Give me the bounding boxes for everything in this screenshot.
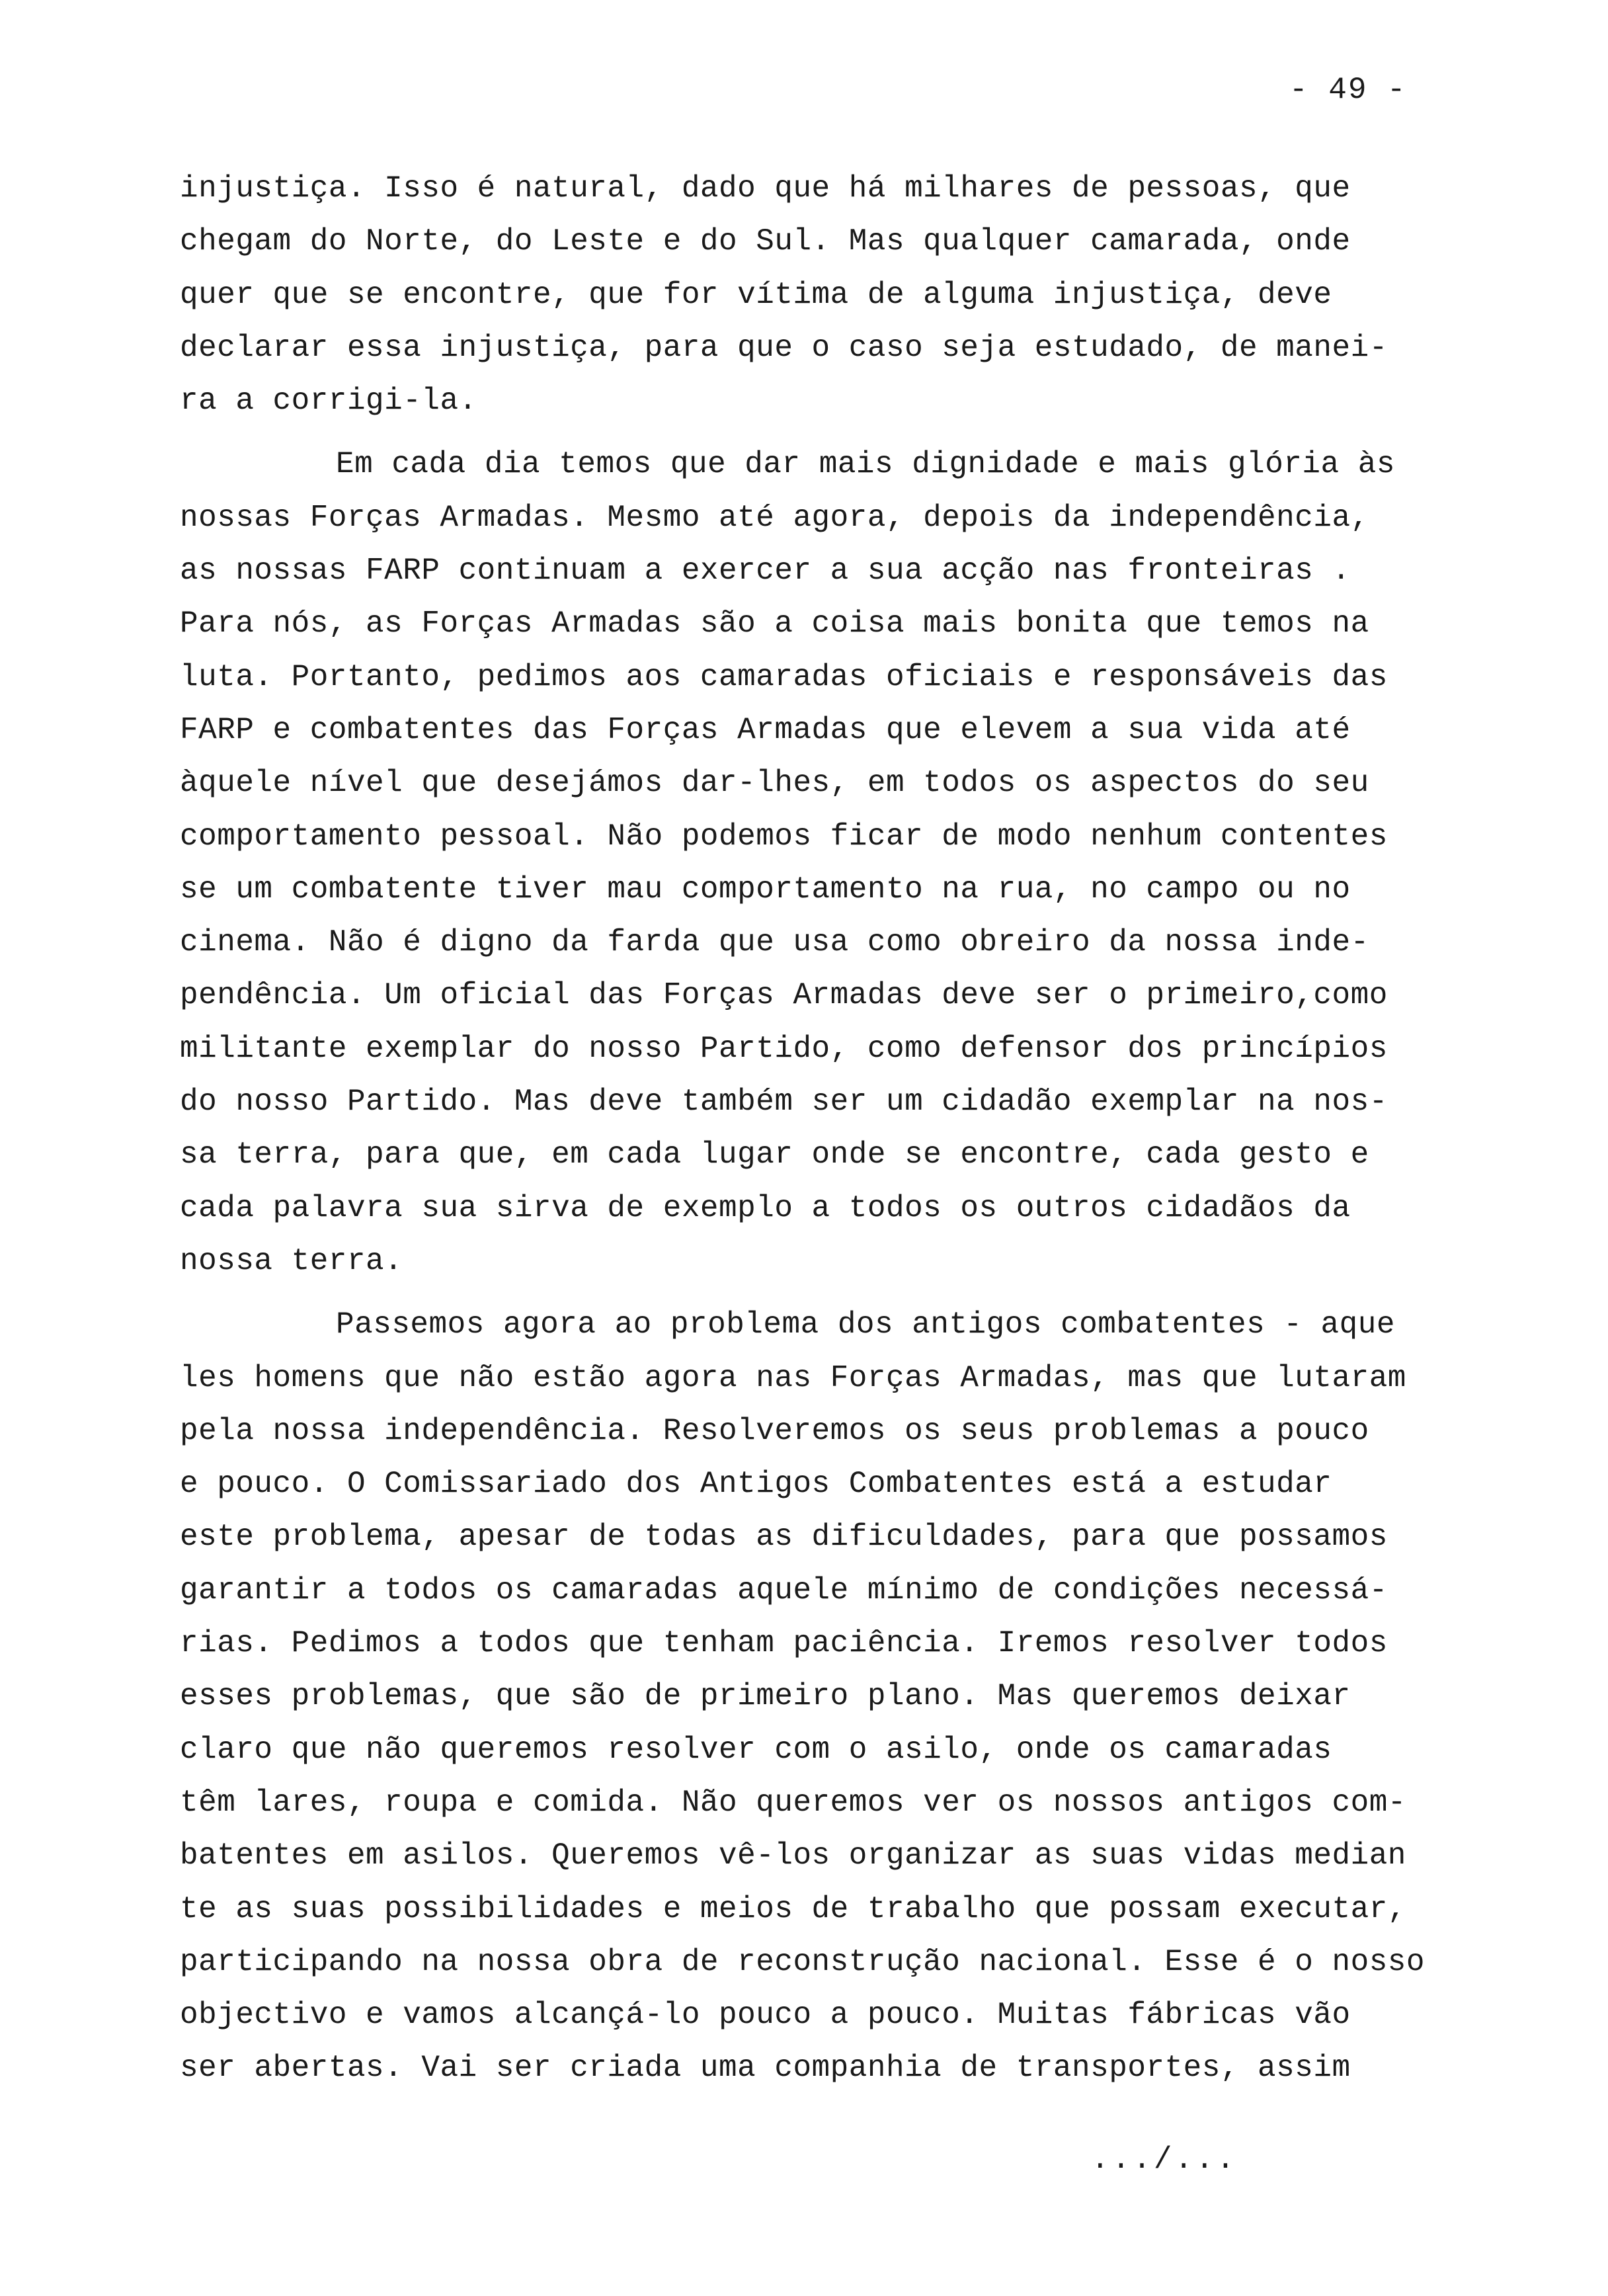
text-line: te as suas possibilidades e meios de trabalho que possam executar, bbox=[180, 1891, 1406, 1926]
text-line: ser abertas. Vai ser criada uma companhia de transportes, assim bbox=[180, 2051, 1351, 2086]
text-line: têm lares, roupa e comida. Não queremos ver os nossos antigos com- bbox=[180, 1785, 1406, 1820]
text-line: injustiça. Isso é natural, dado que há milhares de pessoas, que bbox=[180, 171, 1351, 206]
text-line: chegam do Norte, do Leste e do Sul. Mas qualquer camarada, onde bbox=[180, 224, 1351, 259]
text-line: participando na nossa obra de reconstrução nacional. Esse é o nosso bbox=[180, 1944, 1426, 1979]
text-line: les homens que não estão agora nas Forças Armadas, mas que lutaram bbox=[180, 1360, 1406, 1395]
text-line: cinema. Não é digno da farda que usa como obreiro da nossa inde- bbox=[180, 925, 1369, 960]
text-line: e pouco. O Comissariado dos Antigos Combatentes está a estudar bbox=[180, 1467, 1332, 1502]
text-line: claro que não queremos resolver com o asilo, onde os camaradas bbox=[180, 1732, 1332, 1767]
text-line: este problema, apesar de todas as dificuldades, para que possamos bbox=[180, 1520, 1388, 1555]
text-line: do nosso Partido. Mas deve também ser um cidadão exemplar na nos- bbox=[180, 1085, 1388, 1120]
text-line: Passemos agora ao problema dos antigos combatentes - aque bbox=[336, 1307, 1395, 1342]
text-line: objectivo e vamos alcançá-lo pouco a pouco. Muitas fábricas vão bbox=[180, 1998, 1351, 2033]
text-line: declarar essa injustiça, para que o caso seja estudado, de manei- bbox=[180, 330, 1388, 365]
paragraph bbox=[180, 162, 1476, 427]
continuation-mark: .../... bbox=[1091, 2143, 1238, 2177]
text-line: pendência. Um oficial das Forças Armadas deve ser o primeiro,como bbox=[180, 978, 1388, 1013]
document-body bbox=[180, 162, 1476, 2095]
text-line: àquele nível que desejámos dar-lhes, em todos os aspectos do seu bbox=[180, 766, 1369, 801]
text-line: esses problemas, que são de primeiro plano. Mas queremos deixar bbox=[180, 1679, 1351, 1714]
text-line: se um combatente tiver mau comportamento na rua, no campo ou no bbox=[180, 872, 1351, 907]
text-line: sa terra, para que, em cada lugar onde se encontre, cada gesto e bbox=[180, 1137, 1369, 1172]
text-line: cada palavra sua sirva de exemplo a todos os outros cidadãos da bbox=[180, 1190, 1351, 1225]
text-line: FARP e combatentes das Forças Armadas que elevem a sua vida até bbox=[180, 712, 1351, 747]
text-line: luta. Portanto, pedimos aos camaradas oficiais e responsáveis das bbox=[180, 659, 1388, 694]
text-line: as nossas FARP continuam a exercer a sua acção nas fronteiras . bbox=[180, 554, 1351, 589]
text-line: quer que se encontre, que for vítima de alguma injustiça, deve bbox=[180, 277, 1332, 312]
text-line: ra a corrigi-la. bbox=[180, 384, 477, 419]
text-line: militante exemplar do nosso Partido, como defensor dos princípios bbox=[180, 1031, 1388, 1066]
text-line: Para nós, as Forças Armadas são a coisa mais bonita que temos na bbox=[180, 606, 1369, 641]
paragraph bbox=[180, 438, 1476, 1288]
text-line: batentes em asilos. Queremos vê-los organizar as suas vidas median bbox=[180, 1838, 1406, 1873]
text-line: nossas Forças Armadas. Mesmo até agora, depois da independência, bbox=[180, 500, 1369, 535]
paragraph bbox=[180, 1298, 1476, 2094]
text-line: garantir a todos os camaradas aquele mínimo de condições necessá- bbox=[180, 1573, 1388, 1608]
text-line: Em cada dia temos que dar mais dignidade e mais glória às bbox=[336, 447, 1395, 482]
text-line: comportamento pessoal. Não podemos ficar de modo nenhum contentes bbox=[180, 819, 1388, 854]
text-line: nossa terra. bbox=[180, 1243, 403, 1278]
page-number: - 49 - bbox=[1289, 73, 1407, 107]
text-line: pela nossa independência. Resolveremos os seus problemas a pouco bbox=[180, 1413, 1369, 1448]
text-line: rias. Pedimos a todos que tenham paciência. Iremos resolver todos bbox=[180, 1626, 1388, 1661]
